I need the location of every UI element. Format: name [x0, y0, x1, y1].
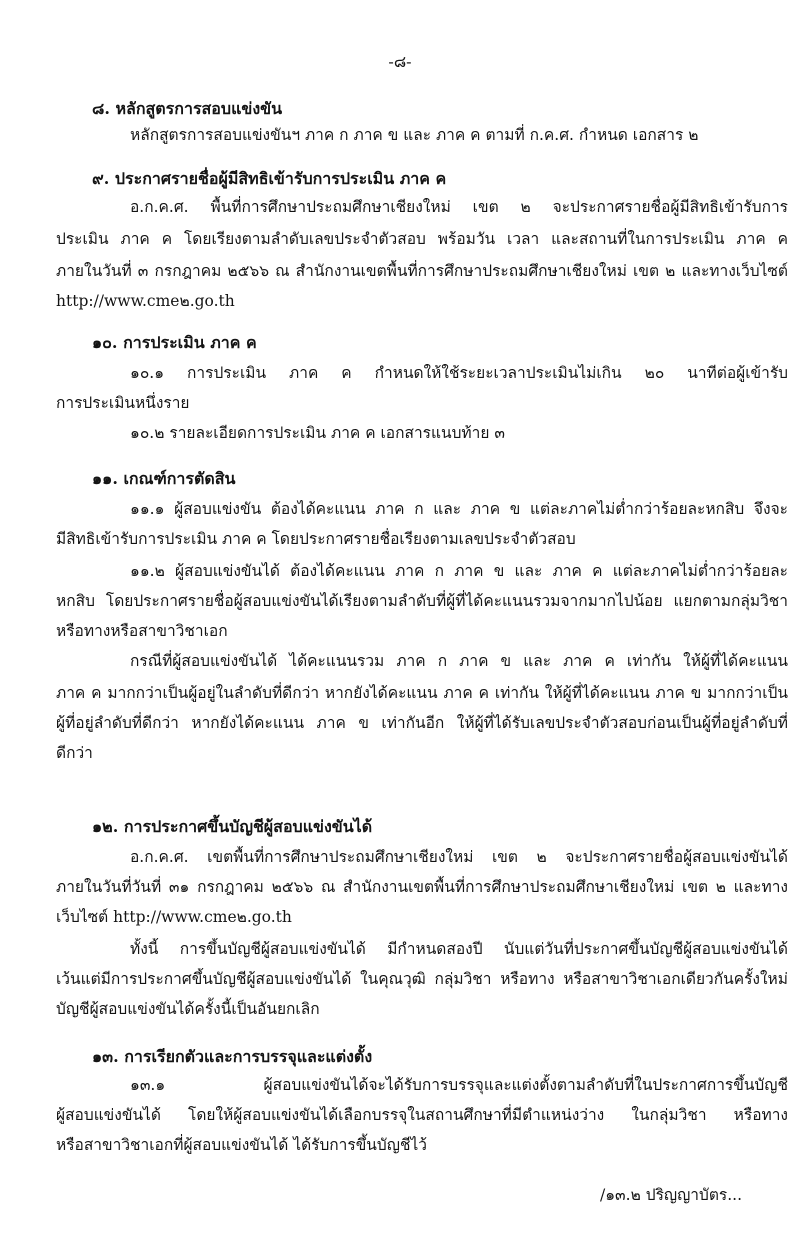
section-13-heading: ๑๓. การเรียกตัวและการบรรจุและแต่งตั้ง — [92, 1047, 373, 1066]
page-number: -๘- — [388, 52, 412, 71]
section-12-line-6: บัญชีผู้สอบแข่งขันได้ครั้งนี้เป็นอันยกเลิก — [56, 1000, 320, 1018]
section-11-heading: ๑๑. เกณฑ์การตัดสิน — [92, 469, 236, 488]
section-9-line-1: อ.ก.ค.ศ. พื้นที่การศึกษาประถมศึกษาเชียงใหม่ เขต ๒ จะประกาศรายชื่อผู้มีสิทธิเข้ารับการ — [130, 198, 788, 216]
section-10-line-3: ๑๐.๒ รายละเอียดการประเมิน ภาค ค เอกสารแนบท้าย ๓ — [130, 424, 505, 442]
section-12-heading: ๑๒. การประกาศขึ้นบัญชีผู้สอบแข่งขันได้ — [92, 817, 373, 836]
section-12-line-1: อ.ก.ค.ศ. เขตพื้นที่การศึกษาประถมศึกษาเชียงใหม่ เขต ๒ จะประกาศรายชื่อผู้สอบแข่งขันได้ — [130, 848, 788, 866]
section-12-line-4: ทั้งนี้ การขึ้นบัญชีผู้สอบแข่งขันได้ มีกำหนดสองปี นับแต่วันที่ประกาศขึ้นบัญชีผู้สอบแข่งขันได้ — [130, 940, 788, 958]
section-13-line-2: ผู้สอบแข่งขันได้ โดยให้ผู้สอบแข่งขันได้เลือกบรรจุในสถานศึกษาที่มีตำแหน่งว่าง ในกลุ่มวิชา หรือทาง — [56, 1106, 788, 1124]
section-11-line-9: ดีกว่า — [56, 744, 93, 762]
section-10-line-1: ๑๐.๑ การประเมิน ภาค ค กำหนดให้ใช้ระยะเวลาประเมินไม่เกิน ๒๐ นาทีต่อผู้เข้ารับ — [130, 364, 788, 382]
section-8-line-1: หลักสูตรการสอบแข่งขันฯ ภาค ก ภาค ข และ ภาค ค ตามที่ ก.ค.ศ. กำหนด เอกสาร ๒ — [130, 126, 699, 144]
section-11-line-8: ผู้ที่อยู่ลำดับที่ดีกว่า หากยังได้คะแนน ภาค ข เท่ากันอีก ให้ผู้ที่ได้รับเลขประจำตัวสอบก่อนเป็นผู้ที่อยู่ลำดับที่ — [56, 714, 788, 732]
section-11-line-6: กรณีที่ผู้สอบแข่งขันได้ ได้คะแนนรวม ภาค ก ภาค ข และ ภาค ค เท่ากัน ให้ผู้ที่ได้คะแนน — [130, 652, 788, 670]
section-11-line-7: ภาค ค มากกว่าเป็นผู้อยู่ในลำดับที่ดีกว่า หากยังได้คะแนน ภาค ค เท่ากัน ให้ผู้ที่ได้คะแนน ภาค ข มากกว่าเป็น — [56, 684, 788, 702]
section-12-line-5: เว้นแต่มีการประกาศขึ้นบัญชีผู้สอบแข่งขันได้ ในคุณวุฒิ กลุ่มวิชา หรือทาง หรือสาขาวิชาเอกเดียวกันครั้งใหม่ — [56, 970, 788, 988]
section-13-line-1: ๑๓.๑ ผู้สอบแข่งขันได้จะได้รับการบรรจุและแต่งตั้งตามลำดับที่ในประกาศการขึ้นบัญชี — [130, 1076, 788, 1094]
section-13-line-3: หรือสาขาวิชาเอกที่ผู้สอบแข่งขันได้ ได้รับการขึ้นบัญชีไว้ — [56, 1136, 427, 1154]
section-10-line-2: การประเมินหนึ่งราย — [56, 394, 190, 412]
continuation-note: /๑๓.๒ ปริญญาบัตร... — [600, 1186, 743, 1204]
section-9-website: http://www.cme๒.go.th — [56, 292, 235, 310]
section-12-website: เว็บไซต์ http://www.cme๒.go.th — [56, 908, 292, 926]
section-11-line-3: ๑๑.๒ ผู้สอบแข่งขันได้ ต้องได้คะแนน ภาค ก ภาค ข และ ภาค ค แต่ละภาคไม่ต่ำกว่าร้อยละ — [130, 562, 788, 580]
section-12-line-2: ภายในวันที่วันที่ ๓๑ กรกฎาคม ๒๕๖๖ ณ สำนักงานเขตพื้นที่การศึกษาประถมศึกษาเชียงใหม่ เขต ๒ และทาง — [56, 878, 788, 896]
section-9-line-3: ภายในวันที่ ๓ กรกฎาคม ๒๕๖๖ ณ สำนักงานเขตพื้นที่การศึกษาประถมศึกษาเชียงใหม่ เขต ๒ และทางเว็บไซต์ — [56, 262, 788, 280]
section-11-line-4: หกสิบ โดยประกาศรายชื่อผู้สอบแข่งขันได้เรียงตามลำดับที่ผู้ที่ได้คะแนนรวมจากมากไปน้อย แยกตามกลุ่มวิชา — [56, 592, 788, 610]
section-9-heading: ๙. ประกาศรายชื่อผู้มีสิทธิเข้ารับการประเมิน ภาค ค — [92, 169, 447, 188]
section-8-heading: ๘. หลักสูตรการสอบแข่งขัน — [92, 99, 283, 118]
section-11-line-1: ๑๑.๑ ผู้สอบแข่งขัน ต้องได้คะแนน ภาค ก และ ภาค ข แต่ละภาคไม่ต่ำกว่าร้อยละหกสิบ จึงจะ — [130, 500, 788, 518]
section-9-line-2: ประเมิน ภาค ค โดยเรียงตามลำดับเลขประจำตัวสอบ พร้อมวัน เวลา และสถานที่ในการประเมิน ภาค ค — [56, 230, 788, 248]
section-11-line-5: หรือทางหรือสาขาวิชาเอก — [56, 622, 228, 640]
section-11-line-2: มีสิทธิเข้ารับการประเมิน ภาค ค โดยประกาศรายชื่อเรียงตามเลขประจำตัวสอบ — [56, 530, 576, 548]
section-10-heading: ๑๐. การประเมิน ภาค ค — [92, 333, 257, 352]
